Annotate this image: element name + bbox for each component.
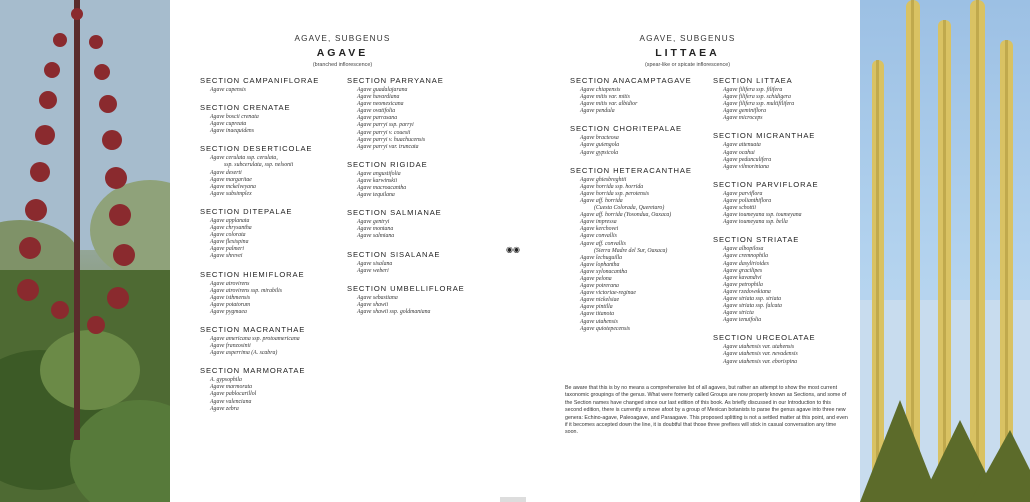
- species-name: Agave utahensis var. eborispina: [723, 358, 798, 365]
- species-list: [580, 87, 710, 115]
- species-name: Agave franzosinii: [210, 343, 251, 350]
- species-name: Agave flexispina: [210, 239, 249, 246]
- species-name: Agave angustifolia: [357, 170, 401, 177]
- section-title: SECTION SALMIANAE: [347, 208, 442, 218]
- species-name: Agave deserti: [210, 169, 242, 176]
- taxonomy-section: [200, 207, 345, 261]
- species-name: Agave quiotepecensis: [580, 325, 631, 332]
- species-name: Agave aff. horrida (Yosondua, Oaxaca): [580, 212, 672, 219]
- species-name: A. gypsophila: [210, 377, 242, 384]
- species-name: Agave inaequidens: [210, 128, 254, 135]
- species-name: Agave lophantha: [580, 261, 620, 268]
- species-list: [723, 87, 858, 122]
- species-name: Agave rzedowskiana: [723, 288, 771, 295]
- species-name: Agave pelona: [580, 275, 612, 282]
- species-name: (Sierra Madre del Sur, Oaxaca): [594, 247, 668, 254]
- species-name: Agave subsimplex: [210, 190, 252, 197]
- taxonomy-section: [713, 333, 858, 365]
- taxonomy-section: [347, 284, 512, 316]
- section-title: SECTION URCEOLATAE: [713, 333, 816, 343]
- species-name: Agave isthmensis: [210, 294, 251, 301]
- species-list: [357, 261, 512, 275]
- species-name: Agave havardiana: [357, 94, 400, 101]
- species-name: Agave gracilipes: [723, 267, 763, 274]
- species-name: Agave mitis var. albidior: [580, 101, 638, 108]
- section-title: SECTION RIGIDAE: [347, 159, 428, 169]
- species-name: Agave palmeri: [210, 246, 244, 253]
- species-name: Agave geminiflora: [723, 108, 766, 115]
- species-name: Agave albopilosa: [723, 246, 764, 253]
- species-name: Agave parrasana: [357, 115, 398, 122]
- taxonomy-section: [200, 366, 345, 412]
- species-name: Agave ghiesbreghtii: [580, 176, 627, 183]
- species-name: Agave marmorata: [210, 384, 253, 391]
- species-name: Agave parviflora: [723, 190, 763, 197]
- species-name: Agave horrida ssp. horrida: [580, 183, 644, 190]
- species-name: Agave horrida ssp. perotensis: [580, 190, 650, 197]
- left-genus-description: (branched inflorescence): [312, 62, 373, 68]
- section-title: SECTION DITEPALAE: [200, 206, 293, 216]
- species-name: Agave toumeyana ssp. toumeyana: [723, 212, 802, 219]
- species-name: Agave schottii: [723, 205, 757, 212]
- species-name: Agave utahensis var. nevadensis: [723, 351, 798, 358]
- species-name: Agave zebra: [210, 405, 239, 412]
- species-name: Agave tequilana: [357, 192, 395, 199]
- species-name: Agave colorata: [210, 232, 246, 239]
- species-name: Agave atrovirens: [210, 280, 250, 287]
- species-name: Agave capensis: [210, 87, 246, 93]
- agave-stalk-photo: [0, 0, 170, 502]
- species-list: [723, 246, 858, 324]
- section-title: SECTION MICRANTHAE: [713, 131, 816, 141]
- species-name: Agave salmiana: [357, 233, 395, 240]
- left-subgenus-heading: AGAVE, SUBGENUS: [294, 34, 391, 43]
- species-list: [210, 218, 345, 261]
- species-name: Agave titanota: [580, 311, 614, 318]
- section-title: SECTION UMBELLIFLORAE: [347, 283, 465, 293]
- species-list: [357, 295, 512, 316]
- right-subgenus-heading: AGAVE, SUBGENUS: [639, 34, 736, 43]
- species-list: [210, 87, 345, 94]
- species-list: [580, 135, 710, 156]
- species-list: [357, 171, 512, 199]
- species-name: Agave bracteosa: [580, 135, 619, 142]
- taxonomy-note: Be aware that this is by no means a comprehensive list of all agaves, but rather an attempt to show the most current taxonomic groupings of the genus. What were formerly called Groups are now properly known as Sections, and some of the Section names have changed since our last edition of this book. As briefly discussed in our Introduction to this second edition, there is currently a move afoot by a group of Mexican botanists to parse the genus agave into three new genera: Echino-agave, Paleoagave, and Paraagave. This proposed splitting is not a settled matter at this point, and even if it becomes accepted down the line, it is doubtful that those three prefixes will stick in casual conversation any time soon.: [565, 385, 848, 436]
- species-list: [357, 219, 512, 240]
- species-name: Agave impressa: [580, 219, 617, 226]
- species-list: [723, 142, 858, 170]
- species-name: Agave victoriae-reginae: [580, 290, 636, 297]
- species-name: Agave potatorum: [210, 301, 251, 308]
- species-name: Agave pendula: [580, 108, 615, 115]
- species-list: [723, 344, 858, 365]
- taxonomy-section: [200, 325, 345, 357]
- species-name: Agave xylonacantha: [580, 268, 628, 275]
- species-name: Agave asperrima (A. scabra): [210, 350, 278, 357]
- species-name: Agave americana ssp. protoamericana: [210, 335, 300, 342]
- species-name: Agave cremnophila: [723, 253, 769, 260]
- species-name: Agave gentryi: [357, 219, 390, 226]
- taxonomy-section: [713, 180, 858, 226]
- species-name: Agave montana: [357, 226, 394, 233]
- section-title: SECTION SISALANAE: [347, 249, 441, 259]
- species-name: Agave pedunculifera: [723, 156, 772, 163]
- section-title: SECTION HIEMIFLORAE: [200, 269, 305, 279]
- species-name: Agave petrophila: [723, 281, 763, 288]
- section-title: SECTION HETERACANTHAE: [570, 165, 692, 175]
- species-list: [210, 114, 345, 135]
- species-name: Agave chrysantha: [210, 225, 252, 232]
- species-list: [210, 155, 345, 198]
- species-name: Agave potrerana: [580, 283, 619, 290]
- right-column-1: [570, 76, 710, 342]
- taxonomy-section: [200, 270, 345, 316]
- taxonomy-section: [200, 144, 345, 198]
- species-name: Agave guiengola: [580, 142, 620, 149]
- species-name: Agave shawii: [357, 301, 389, 308]
- species-list: [723, 191, 858, 226]
- species-name: Agave guadalajarana: [357, 87, 408, 93]
- species-name: Agave parryi v. couesii: [357, 129, 411, 136]
- species-name: Agave vilmoriniana: [723, 163, 769, 170]
- species-list: [210, 377, 345, 412]
- right-genus-title: LITTAEA: [655, 47, 720, 59]
- section-title: SECTION PARVIFLORAE: [713, 179, 819, 189]
- species-name: Agave ocahui: [723, 149, 755, 156]
- left-column-1: [200, 76, 345, 422]
- species-name: Agave mckelveyana: [210, 183, 256, 190]
- agave-stalk-illustration: [0, 0, 170, 502]
- page-edge-tab: [500, 497, 526, 502]
- species-name: Agave utahensis: [580, 318, 618, 325]
- species-name: Agave striata ssp. striata: [723, 295, 781, 302]
- right-column-2: [713, 76, 858, 375]
- species-name: Agave parryi var. truncata: [357, 143, 419, 150]
- taxonomy-section: [570, 76, 710, 115]
- left-genus-title: AGAVE: [316, 47, 369, 59]
- section-title: SECTION MARMORATAE: [200, 366, 306, 376]
- species-name: Agave aff. horrida: [580, 197, 623, 204]
- taxonomy-section: [347, 160, 512, 199]
- species-name: Agave macroacantha: [357, 185, 407, 192]
- species-name: Agave attenuata: [723, 142, 761, 149]
- species-name: Agave utahensis var. utahensis: [723, 344, 795, 351]
- species-name: Agave parryi v. huachucensis: [357, 136, 426, 143]
- species-name: Agave striata ssp. falcata: [723, 303, 782, 310]
- species-name: Agave toumeyana ssp. bella: [723, 219, 788, 226]
- species-name: Agave applanata: [210, 217, 250, 224]
- species-name: Agave filifera ssp. schidigera: [723, 94, 791, 101]
- species-name: Agave filifera ssp. filifera: [723, 87, 783, 93]
- agave-spikes-photo: [860, 0, 1030, 502]
- section-title: SECTION ANACAMPTAGAVE: [570, 76, 692, 85]
- section-title: SECTION LITTAEA: [713, 76, 793, 85]
- taxonomy-section: [713, 131, 858, 170]
- species-name: Agave kerchovei: [580, 226, 619, 233]
- species-name: Agave sisalana: [357, 260, 393, 267]
- species-name: Agave shrevei: [210, 253, 243, 260]
- taxonomy-section: [347, 250, 512, 275]
- taxonomy-section: [347, 208, 512, 240]
- agave-spikes-illustration: [860, 0, 1030, 502]
- species-list: [580, 177, 710, 333]
- taxonomy-section: [713, 235, 858, 324]
- species-name: Agave sebastiana: [357, 294, 398, 301]
- species-name: Agave lechuguilla: [580, 254, 623, 261]
- species-name: Agave margaritae: [210, 176, 252, 183]
- species-name: Agave parryi ssp. parryi: [357, 122, 414, 129]
- species-name: Agave mitis var. mitis: [580, 94, 630, 101]
- species-name: Agave convallis: [580, 233, 617, 240]
- species-list: [357, 87, 512, 151]
- page-divider-ornament: ◉◉: [506, 245, 520, 254]
- species-name: Agave cupreata: [210, 121, 247, 128]
- species-list: [210, 336, 345, 357]
- species-name: Agave pablocarillol: [210, 391, 257, 398]
- species-name: Agave kavandivi: [723, 274, 762, 281]
- species-name: Agave karwinskii: [357, 177, 398, 184]
- taxonomy-section: [347, 76, 512, 151]
- species-name: Agave chiapensis: [580, 87, 621, 93]
- species-name: Agave weberi: [357, 267, 389, 274]
- taxonomy-section: [713, 76, 858, 122]
- left-column-2: [347, 76, 512, 325]
- section-title: SECTION CAMPANIFLORAE: [200, 76, 320, 85]
- section-title: SECTION CRENATAE: [200, 103, 291, 113]
- species-name: Agave nickelsiae: [580, 297, 620, 304]
- species-name: Agave stricta: [723, 310, 754, 317]
- species-name: Agave cerulata ssp. cerulata,: [210, 155, 278, 162]
- species-name: Agave ovatifolia: [357, 108, 396, 115]
- species-name: Agave microceps: [723, 115, 763, 122]
- species-list: [210, 281, 345, 316]
- species-name: Agave boscii crenata: [210, 114, 259, 121]
- species-name: Agave filifera ssp. multifilifera: [723, 101, 795, 108]
- species-name: (Cuesta Colorada, Queretaro): [594, 205, 665, 212]
- species-name: Agave neomexicana: [357, 101, 404, 108]
- taxonomy-section: [570, 124, 710, 156]
- section-title: SECTION DESERTICOLAE: [200, 144, 313, 154]
- species-name: ssp. subcerulata, ssp. nelsonii: [224, 162, 294, 169]
- section-title: SECTION CHORITEPALAE: [570, 124, 682, 134]
- species-name: Agave aff. convallis: [580, 240, 626, 247]
- section-title: SECTION PARRYANAE: [347, 76, 444, 85]
- species-name: Agave gypsicola: [580, 149, 619, 156]
- taxonomy-section: [200, 76, 345, 94]
- left-page: [170, 0, 515, 502]
- species-name: Agave atrovirens ssp. mirabilis: [210, 287, 283, 294]
- taxonomy-section: [570, 166, 710, 333]
- species-name: Agave pygmaea: [210, 308, 247, 315]
- section-title: SECTION STRIATAE: [713, 235, 800, 245]
- right-genus-description: (spear-like or spicate inflorescence): [644, 62, 731, 68]
- section-title: SECTION MACRANTHAE: [200, 324, 306, 334]
- taxonomy-section: [200, 103, 345, 135]
- species-name: Agave shawii ssp. goldmaniana: [357, 308, 431, 315]
- species-name: Agave polianthiflora: [723, 197, 772, 204]
- species-name: Agave valenciana: [210, 398, 252, 405]
- species-name: Agave dasylirioides: [723, 260, 769, 267]
- species-name: Agave pintilla: [580, 304, 613, 311]
- species-name: Agave tenuifolia: [723, 317, 762, 324]
